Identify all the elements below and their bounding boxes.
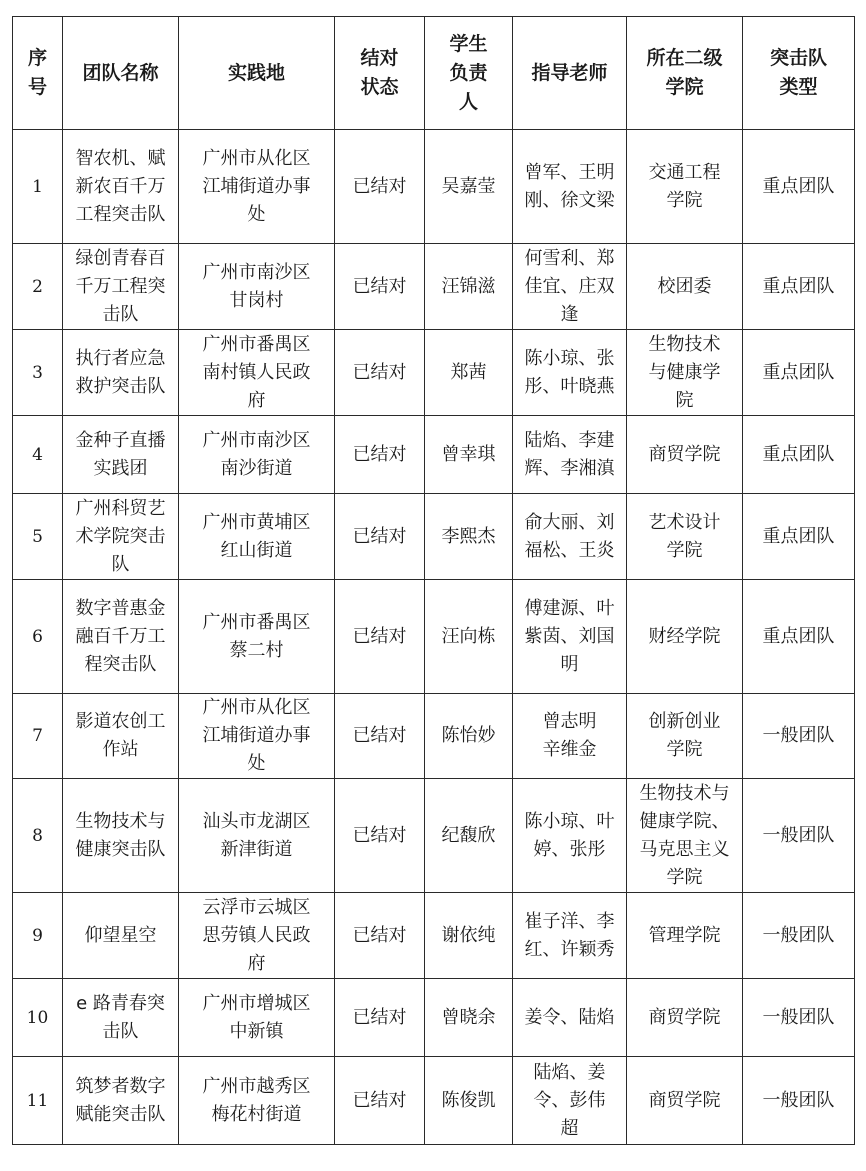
row-college: 校团委 bbox=[627, 244, 743, 330]
row-college: 财经学院 bbox=[627, 580, 743, 694]
table-row bbox=[13, 330, 855, 416]
header-row bbox=[13, 17, 855, 130]
row-college: 艺术设计学院 bbox=[627, 494, 743, 580]
row-type: 一般团队 bbox=[743, 779, 855, 893]
row-team: 绿创青春百千万工程突击队 bbox=[63, 244, 179, 330]
header-location: 实践地 bbox=[179, 17, 335, 130]
table-row bbox=[13, 494, 855, 580]
row-index: 4 bbox=[13, 416, 63, 494]
row-teacher: 姜令、陆焰 bbox=[513, 979, 627, 1057]
row-teacher: 陆焰、李建辉、李湘滇 bbox=[513, 416, 627, 494]
team-table-sheet bbox=[12, 16, 855, 1145]
row-status: 已结对 bbox=[335, 893, 425, 979]
row-teacher: 曾军、王明刚、徐文梁 bbox=[513, 130, 627, 244]
header-index: 序号 bbox=[13, 17, 63, 130]
row-index: 3 bbox=[13, 330, 63, 416]
row-status: 已结对 bbox=[335, 1057, 425, 1145]
row-team: 筑梦者数字赋能突击队 bbox=[63, 1057, 179, 1145]
row-location: 广州市番禺区南村镇人民政府 bbox=[179, 330, 335, 416]
header-team: 团队名称 bbox=[63, 17, 179, 130]
row-status: 已结对 bbox=[335, 580, 425, 694]
row-team: 广州科贸艺术学院突击队 bbox=[63, 494, 179, 580]
row-college: 管理学院 bbox=[627, 893, 743, 979]
table-row bbox=[13, 893, 855, 979]
row-status: 已结对 bbox=[335, 330, 425, 416]
row-location: 广州市南沙区甘岗村 bbox=[179, 244, 335, 330]
header-college: 所在二级学院 bbox=[627, 17, 743, 130]
row-index: 2 bbox=[13, 244, 63, 330]
row-team: 智农机、赋新农百千万工程突击队 bbox=[63, 130, 179, 244]
row-teacher: 崔子洋、李红、许颖秀 bbox=[513, 893, 627, 979]
row-college: 商贸学院 bbox=[627, 416, 743, 494]
row-index: 7 bbox=[13, 694, 63, 779]
row-location: 汕头市龙湖区新津街道 bbox=[179, 779, 335, 893]
row-type: 重点团队 bbox=[743, 416, 855, 494]
row-status: 已结对 bbox=[335, 979, 425, 1057]
row-college: 生物技术与健康学院 bbox=[627, 330, 743, 416]
row-team: 影道农创工作站 bbox=[63, 694, 179, 779]
row-status: 已结对 bbox=[335, 130, 425, 244]
row-teacher: 陈小琼、叶婷、张彤 bbox=[513, 779, 627, 893]
row-location: 广州市番禺区蔡二村 bbox=[179, 580, 335, 694]
row-index: 11 bbox=[13, 1057, 63, 1145]
row-index: 5 bbox=[13, 494, 63, 580]
row-team: 生物技术与健康突击队 bbox=[63, 779, 179, 893]
row-index: 1 bbox=[13, 130, 63, 244]
row-college: 交通工程学院 bbox=[627, 130, 743, 244]
row-status: 已结对 bbox=[335, 779, 425, 893]
table-row bbox=[13, 130, 855, 244]
row-student: 曾晓余 bbox=[425, 979, 513, 1057]
row-type: 重点团队 bbox=[743, 494, 855, 580]
row-type: 重点团队 bbox=[743, 580, 855, 694]
row-college: 生物技术与健康学院、马克思主义学院 bbox=[627, 779, 743, 893]
row-student: 郑茜 bbox=[425, 330, 513, 416]
row-type: 重点团队 bbox=[743, 244, 855, 330]
row-team: 金种子直播实践团 bbox=[63, 416, 179, 494]
row-type: 一般团队 bbox=[743, 893, 855, 979]
table-row bbox=[13, 1057, 855, 1145]
row-college: 商贸学院 bbox=[627, 979, 743, 1057]
row-status: 已结对 bbox=[335, 416, 425, 494]
row-student: 陈俊凯 bbox=[425, 1057, 513, 1145]
row-student: 汪锦滋 bbox=[425, 244, 513, 330]
row-location: 广州市从化区江埔街道办事处 bbox=[179, 694, 335, 779]
row-teacher: 何雪利、郑佳宜、庄双逢 bbox=[513, 244, 627, 330]
row-type: 一般团队 bbox=[743, 979, 855, 1057]
row-team: 仰望星空 bbox=[63, 893, 179, 979]
row-location: 广州市从化区江埔街道办事处 bbox=[179, 130, 335, 244]
row-status: 已结对 bbox=[335, 694, 425, 779]
row-type: 一般团队 bbox=[743, 694, 855, 779]
row-team: e 路青春突击队 bbox=[63, 979, 179, 1057]
table-row bbox=[13, 979, 855, 1057]
row-type: 重点团队 bbox=[743, 130, 855, 244]
row-index: 10 bbox=[13, 979, 63, 1057]
table-row bbox=[13, 694, 855, 779]
row-college: 商贸学院 bbox=[627, 1057, 743, 1145]
table-row bbox=[13, 779, 855, 893]
row-teacher: 曾志明 辛维金 bbox=[513, 694, 627, 779]
table-row bbox=[13, 416, 855, 494]
row-location: 广州市越秀区梅花村街道 bbox=[179, 1057, 335, 1145]
row-index: 8 bbox=[13, 779, 63, 893]
row-teacher: 傅建源、叶紫茵、刘国明 bbox=[513, 580, 627, 694]
row-student: 李熙杰 bbox=[425, 494, 513, 580]
header-type: 突击队类型 bbox=[743, 17, 855, 130]
row-location: 广州市黄埔区红山街道 bbox=[179, 494, 335, 580]
row-team: 执行者应急救护突击队 bbox=[63, 330, 179, 416]
row-type: 重点团队 bbox=[743, 330, 855, 416]
row-team: 数字普惠金融百千万工程突击队 bbox=[63, 580, 179, 694]
team-table bbox=[12, 16, 855, 1145]
row-student: 纪馥欣 bbox=[425, 779, 513, 893]
row-status: 已结对 bbox=[335, 494, 425, 580]
row-location: 云浮市云城区思劳镇人民政府 bbox=[179, 893, 335, 979]
row-student: 吴嘉莹 bbox=[425, 130, 513, 244]
row-index: 9 bbox=[13, 893, 63, 979]
row-index: 6 bbox=[13, 580, 63, 694]
row-student: 曾幸琪 bbox=[425, 416, 513, 494]
row-student: 汪向栋 bbox=[425, 580, 513, 694]
row-type: 一般团队 bbox=[743, 1057, 855, 1145]
table-row bbox=[13, 580, 855, 694]
header-status: 结对状态 bbox=[335, 17, 425, 130]
row-location: 广州市增城区中新镇 bbox=[179, 979, 335, 1057]
header-teacher: 指导老师 bbox=[513, 17, 627, 130]
row-teacher: 陆焰、姜令、彭伟超 bbox=[513, 1057, 627, 1145]
row-status: 已结对 bbox=[335, 244, 425, 330]
row-college: 创新创业学院 bbox=[627, 694, 743, 779]
row-student: 谢依纯 bbox=[425, 893, 513, 979]
table-row bbox=[13, 244, 855, 330]
row-teacher: 俞大丽、刘福松、王炎 bbox=[513, 494, 627, 580]
header-student: 学生负责人 bbox=[425, 17, 513, 130]
row-location: 广州市南沙区南沙街道 bbox=[179, 416, 335, 494]
row-student: 陈怡妙 bbox=[425, 694, 513, 779]
row-teacher: 陈小琼、张彤、叶晓燕 bbox=[513, 330, 627, 416]
